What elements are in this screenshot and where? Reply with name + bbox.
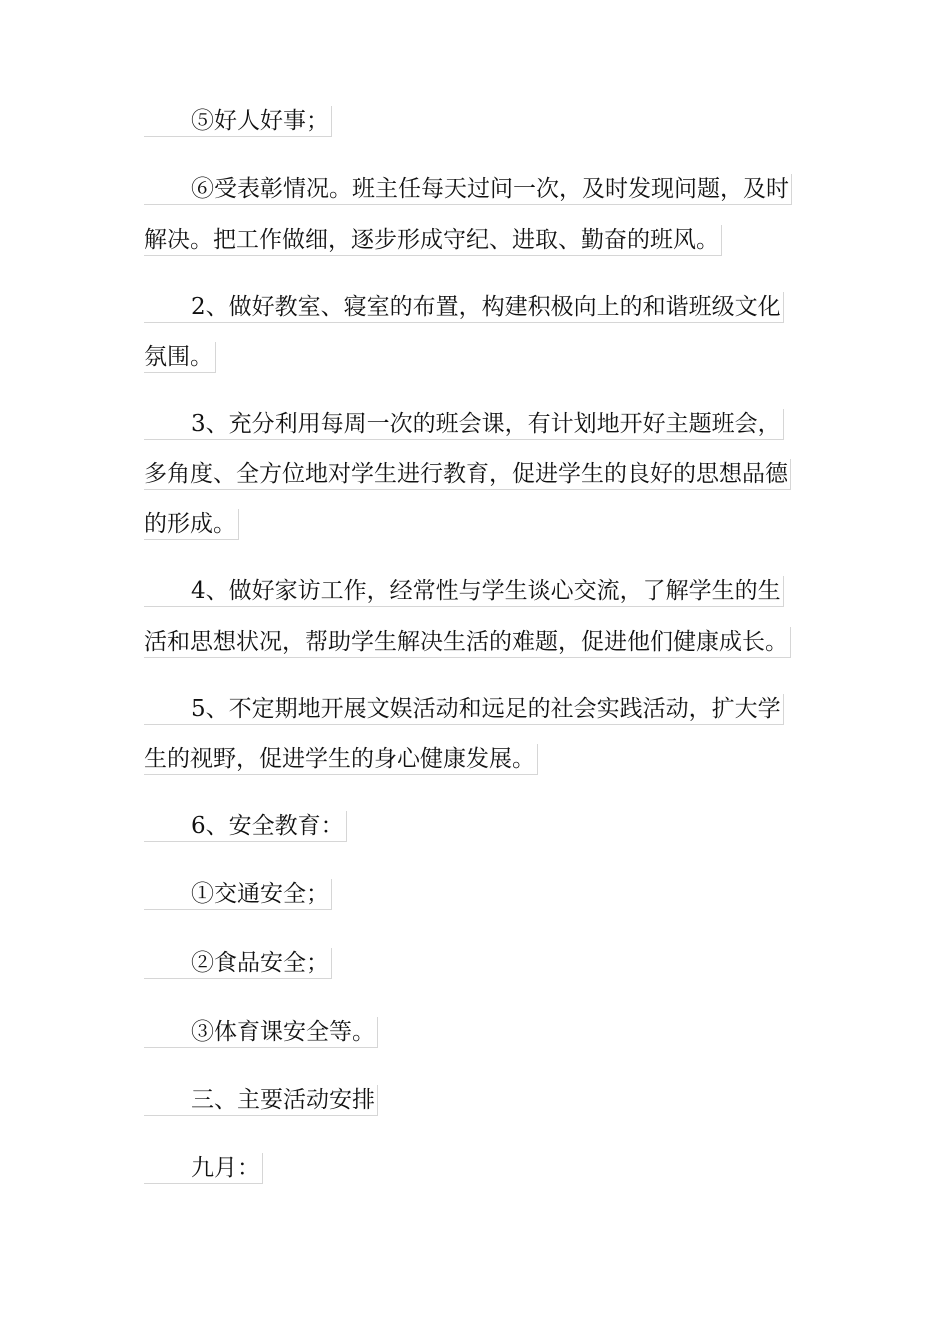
paragraph-5-line-1: 4、做好家访工作，经常性与学生谈心交流，了解学生的生 — [144, 576, 784, 607]
paragraph-4-line-3: 的形成。 — [144, 509, 239, 540]
paragraph-2-line-1: ⑥受表彰情况。班主任每天过问一次，及时发现问题，及时 — [144, 174, 792, 205]
paragraph-8-line-1: ①交通安全； — [144, 879, 332, 910]
paragraph-7-line-1: 6、安全教育： — [144, 811, 347, 842]
paragraph-1-line-1: ⑤好人好事； — [144, 106, 332, 137]
paragraph-6-line-2: 生的视野，促进学生的身心健康发展。 — [144, 744, 538, 775]
paragraph-5-line-2: 活和思想状况，帮助学生解决生活的难题，促进他们健康成长。 — [144, 627, 791, 658]
paragraph-4-line-2: 多角度、全方位地对学生进行教育，促进学生的良好的思想品德 — [144, 459, 791, 490]
paragraph-2-line-2: 解决。把工作做细，逐步形成守纪、进取、勤奋的班风。 — [144, 225, 722, 256]
paragraph-10-line-1: ③体育课安全等。 — [144, 1017, 378, 1048]
section-heading: 三、主要活动安排 — [144, 1085, 378, 1116]
paragraph-3-line-2: 氛围。 — [144, 342, 216, 373]
paragraph-6-line-1: 5、不定期地开展文娱活动和远足的社会实践活动，扩大学 — [144, 694, 784, 725]
paragraph-4-line-1: 3、充分利用每周一次的班会课，有计划地开好主题班会， — [144, 409, 784, 440]
paragraph-3-line-1: 2、做好教室、寝室的布置，构建积极向上的和谐班级文化 — [144, 292, 784, 323]
paragraph-9-line-1: ②食品安全； — [144, 948, 332, 979]
month-heading: 九月： — [144, 1153, 263, 1184]
